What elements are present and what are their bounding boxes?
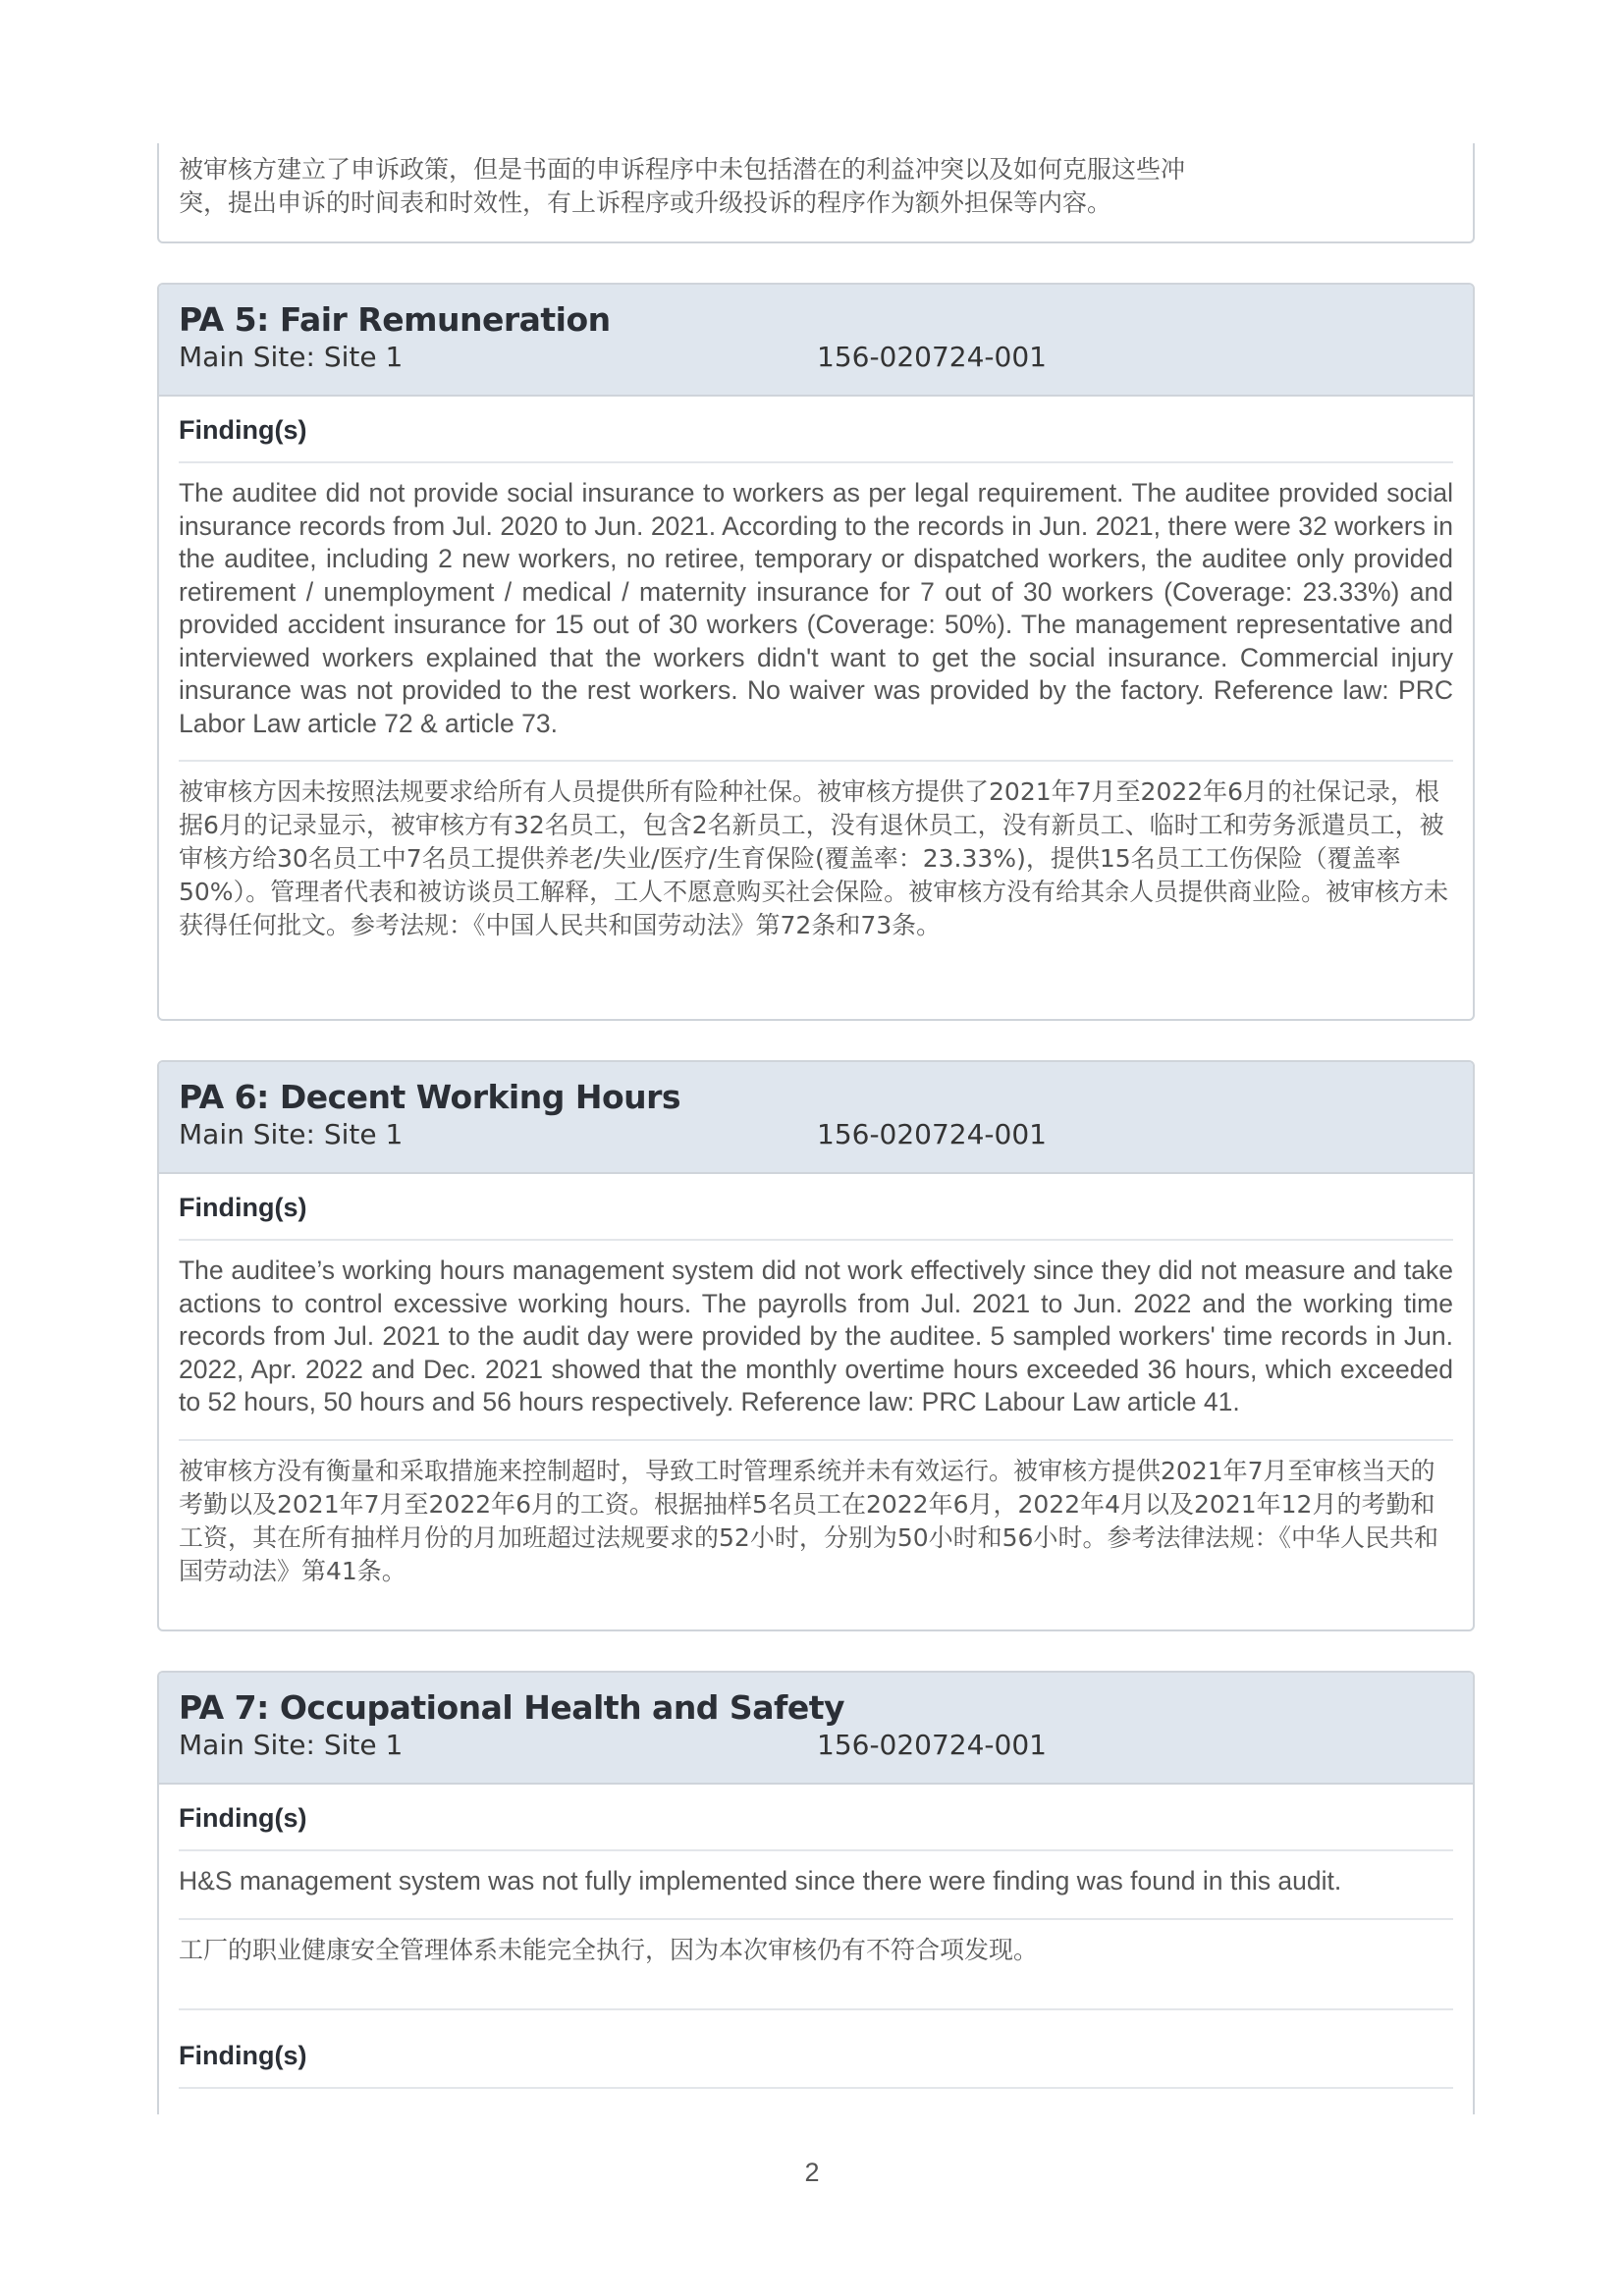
section-pa6: [157, 1060, 1475, 1631]
finding-text-en: The auditee did not provide social insurance to workers as per legal requirement. The auditee provided social insurance records from Jul. 2020 to Jun. 2021. According to the records in Jun. 2021, there were 32 workers in the auditee, including 2 new workers, no retiree, temporary or dispatched workers, the auditee only provided retirement / unemployment / medical / maternity insurance for 7 out of 30 workers (Coverage: 23.33%) and provided accident insurance for 15 out of 30 workers (Coverage: 50%). The management representative and interviewed workers explained that the workers didn't want to get the social insurance. Commercial injury insurance was not provided to the rest workers. No waiver was provided by the factory. Reference law: PRC Labor Law article 72 & article 73.: [179, 463, 1453, 762]
appeal-policy-text: 被审核方建立了申诉政策，但是书面的申诉程序中未包括潜在的利益冲突以及如何克服这些冲突，提出申诉的时间表和时效性，有上诉程序或升级投诉的程序作为额外担保等内容。: [179, 155, 1186, 217]
section-title: PA 7: Occupational Health and Safety: [179, 1688, 844, 1727]
page-number: 2: [804, 2158, 820, 2187]
site-label: Main Site: Site 1: [179, 1729, 404, 1761]
finding-label: Finding(s): [179, 397, 1453, 463]
site-code: 156-020724-001: [817, 341, 1047, 373]
site-code: 156-020724-001: [817, 1118, 1047, 1150]
finding-text-zh: 工厂的职业健康安全管理体系未能完全执行，因为本次审核仍有不符合项发现。: [179, 1920, 1453, 2010]
section-header: [159, 1062, 1473, 1174]
finding-text-zh: 被审核方因未按照法规要求给所有人员提供所有险种社保。被审核方提供了2021年7月至2022年6月的社保记录，根据6月的记录显示，被审核方有32名员工，包含2名新员工，没有退休员工，没有新员工、临时工和劳务派遣员工，被审核方给30名员工中7名员工提供养老/失业/医疗/生育保险(覆盖率：23.33%)，提供15名员工工伤保险（覆盖率50%）。管理者代表和被访谈员工解释，工人不愿意购买社会保险。被审核方没有给其余人员提供商业险。被审核方未获得任何批文。参考法规：《中国人民共和国劳动法》第72条和73条。: [179, 777, 1449, 939]
section-header: [159, 285, 1473, 397]
finding-text-en: The auditee’s working hours management system did not work effectively since they did not measure and take actions to control excessive working hours. The payrolls from Jul. 2021 to Jun. 2022 and the working time records from Jul. 2021 to the audit day were provided by the auditee. 5 sampled workers' time records in Jun. 2022, Apr. 2022 and Dec. 2021 showed that the monthly overtime hours exceeded 36 hours, which exceeded to 52 hours, 50 hours and 56 hours respectively. Reference law: PRC Labour Law article 41.: [179, 1241, 1453, 1441]
finding-text-zh: 被审核方没有衡量和采取措施来控制超时，导致工时管理系统并未有效运行。被审核方提供2021年7月至审核当天的考勤以及2021年7月至2022年6月的工资。根据抽样5名员工在2022年6月，2022年4月以及2021年12月的考勤和工资，其在所有抽样月份的月加班超过法规要求的52小时，分别为50小时和56小时。参考法律法规：《中华人民共和国劳动法》第41条。: [179, 1456, 1438, 1585]
section-pa5: [157, 283, 1475, 1021]
section-title: PA 6: Decent Working Hours: [179, 1078, 681, 1116]
site-label: Main Site: Site 1: [179, 1118, 404, 1150]
section-header: [159, 1673, 1473, 1785]
site-code: 156-020724-001: [817, 1729, 1047, 1761]
section-pa7: [157, 1671, 1475, 2114]
finding-label-2: Finding(s): [179, 2010, 1453, 2089]
section-title: PA 5: Fair Remuneration: [179, 300, 611, 339]
finding-label: Finding(s): [179, 1174, 1453, 1241]
site-label: Main Site: Site 1: [179, 341, 404, 373]
appeal-policy-card: [157, 143, 1475, 243]
finding-text-en: H&S management system was not fully implemented since there were finding was found in this audit.: [179, 1851, 1453, 1920]
finding-label: Finding(s): [179, 1785, 1453, 1851]
